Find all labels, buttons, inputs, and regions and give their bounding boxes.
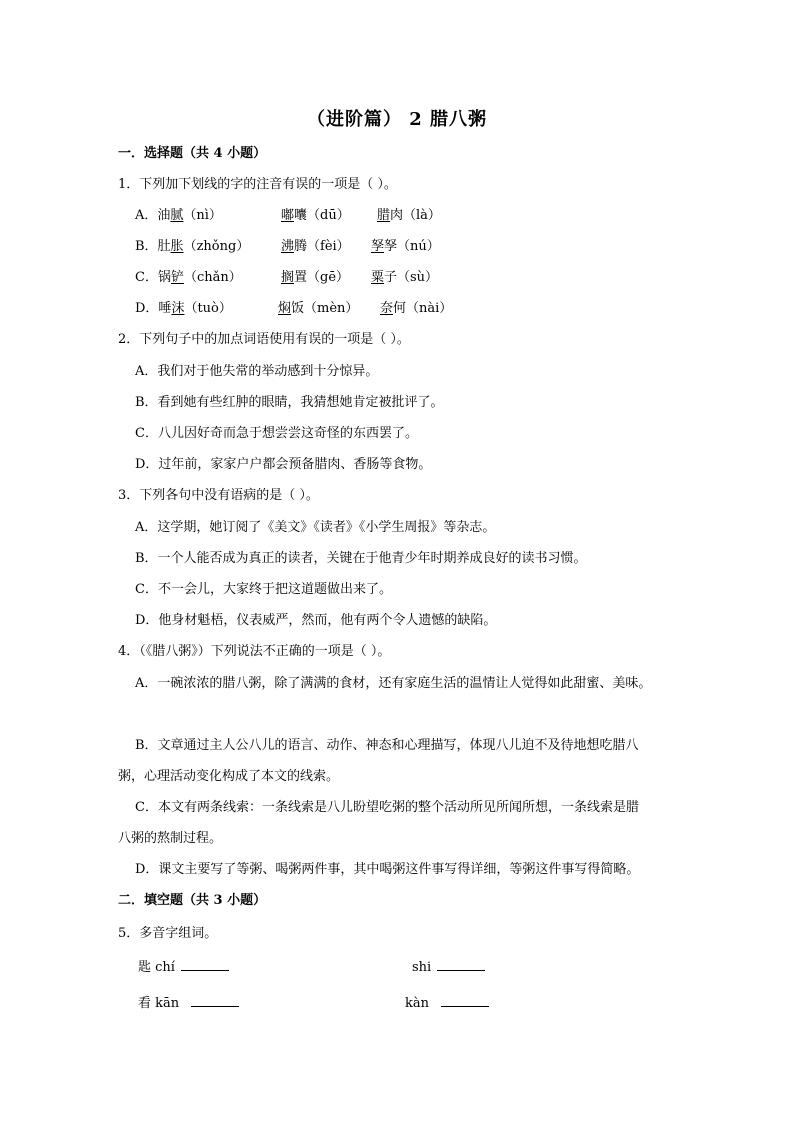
q1-option-a: A．油腻（nì） 嘟囔（dū） 腊肉（là） (135, 208, 441, 223)
q4-option-c-line1: C．本文有两条线索：一条线索是八儿盼望吃粥的整个活动所见所闻所想，一条线索是腊 (135, 800, 639, 815)
question-1-stem: 1．下列加下划线的字的注音有误的一项是（ ）。 (118, 177, 397, 192)
q3-option-d: D．他身材魁梧，仪表威严，然而，他有两个令人遗憾的缺陷。 (135, 613, 497, 628)
q5-row2-left: 看 kān (138, 994, 239, 1014)
answer-blank[interactable] (191, 994, 239, 1007)
question-3-stem: 3．下列各句中没有语病的是（ ）。 (118, 488, 319, 503)
page-title: （进阶篇） 2 腊八粥 (306, 109, 488, 130)
answer-blank[interactable] (181, 958, 229, 971)
section-heading-choice: 一．选择题（共 4 小题） (118, 146, 267, 161)
answer-blank[interactable] (441, 994, 489, 1007)
section-heading-fill: 二．填空题（共 3 小题） (118, 893, 267, 908)
q5-row1-left: 匙 chí (138, 958, 229, 978)
q4-option-b-line2: 粥，心理活动变化构成了本文的线索。 (118, 769, 340, 784)
q4-option-a: A．一碗浓浓的腊八粥，除了满满的食材，还有家庭生活的温情让人觉得如此甜蜜、美味。 (135, 676, 652, 691)
q3-option-c: C．不一会儿，大家终于把这道题做出来了。 (135, 582, 392, 597)
q2-option-b: B．看到她有些红肿的眼睛，我猜想她肯定被批评了。 (135, 395, 444, 410)
q4-option-d: D．课文主要写了等粥、喝粥两件事，其中喝粥这件事写得详细，等粥这件事写得简略。 (135, 862, 640, 877)
q1-option-b: B．肚胀（zhǒng） 沸腾（fèi） 孥孥（nú） (135, 239, 440, 254)
q2-option-c: C．八儿因好奇而急于想尝尝这奇怪的东西罢了。 (135, 426, 418, 441)
q2-option-a: A．我们对于他失常的举动感到十分惊异。 (135, 364, 379, 379)
q1-option-d: D．唾沫（tuò） 焖饭（mèn） 奈何（nài） (135, 301, 453, 316)
q5-row1-right: shi (412, 958, 485, 978)
q3-option-b: B．一个人能否成为真正的读者，关键在于他青少年时期养成良好的读书习惯。 (135, 551, 587, 566)
question-5-stem: 5．多音字组词。 (118, 926, 218, 941)
question-2-stem: 2．下列句子中的加点词语使用有误的一项是（ ）。 (118, 332, 410, 347)
q1-option-c: C．锅铲（chǎn） 搁置（gē） 粟子（sù） (135, 270, 439, 285)
q2-option-d: D．过年前，家家户户都会预备腊肉、香肠等食物。 (135, 457, 432, 472)
answer-blank[interactable] (437, 958, 485, 971)
q3-option-a: A．这学期，她订阅了《美文》《读者》《小学生周报》等杂志。 (135, 520, 496, 535)
q5-row2-right: kàn (405, 994, 489, 1014)
q4-option-c-line2: 八粥的熬制过程。 (118, 831, 223, 846)
q4-option-b-line1: B．文章通过主人公八儿的语言、动作、神态和心理描写，体现八儿迫不及待地想吃腊八 (135, 738, 639, 753)
question-4-stem: 4．（《腊八粥》）下列说法不正确的一项是（ ）。 (118, 644, 391, 659)
